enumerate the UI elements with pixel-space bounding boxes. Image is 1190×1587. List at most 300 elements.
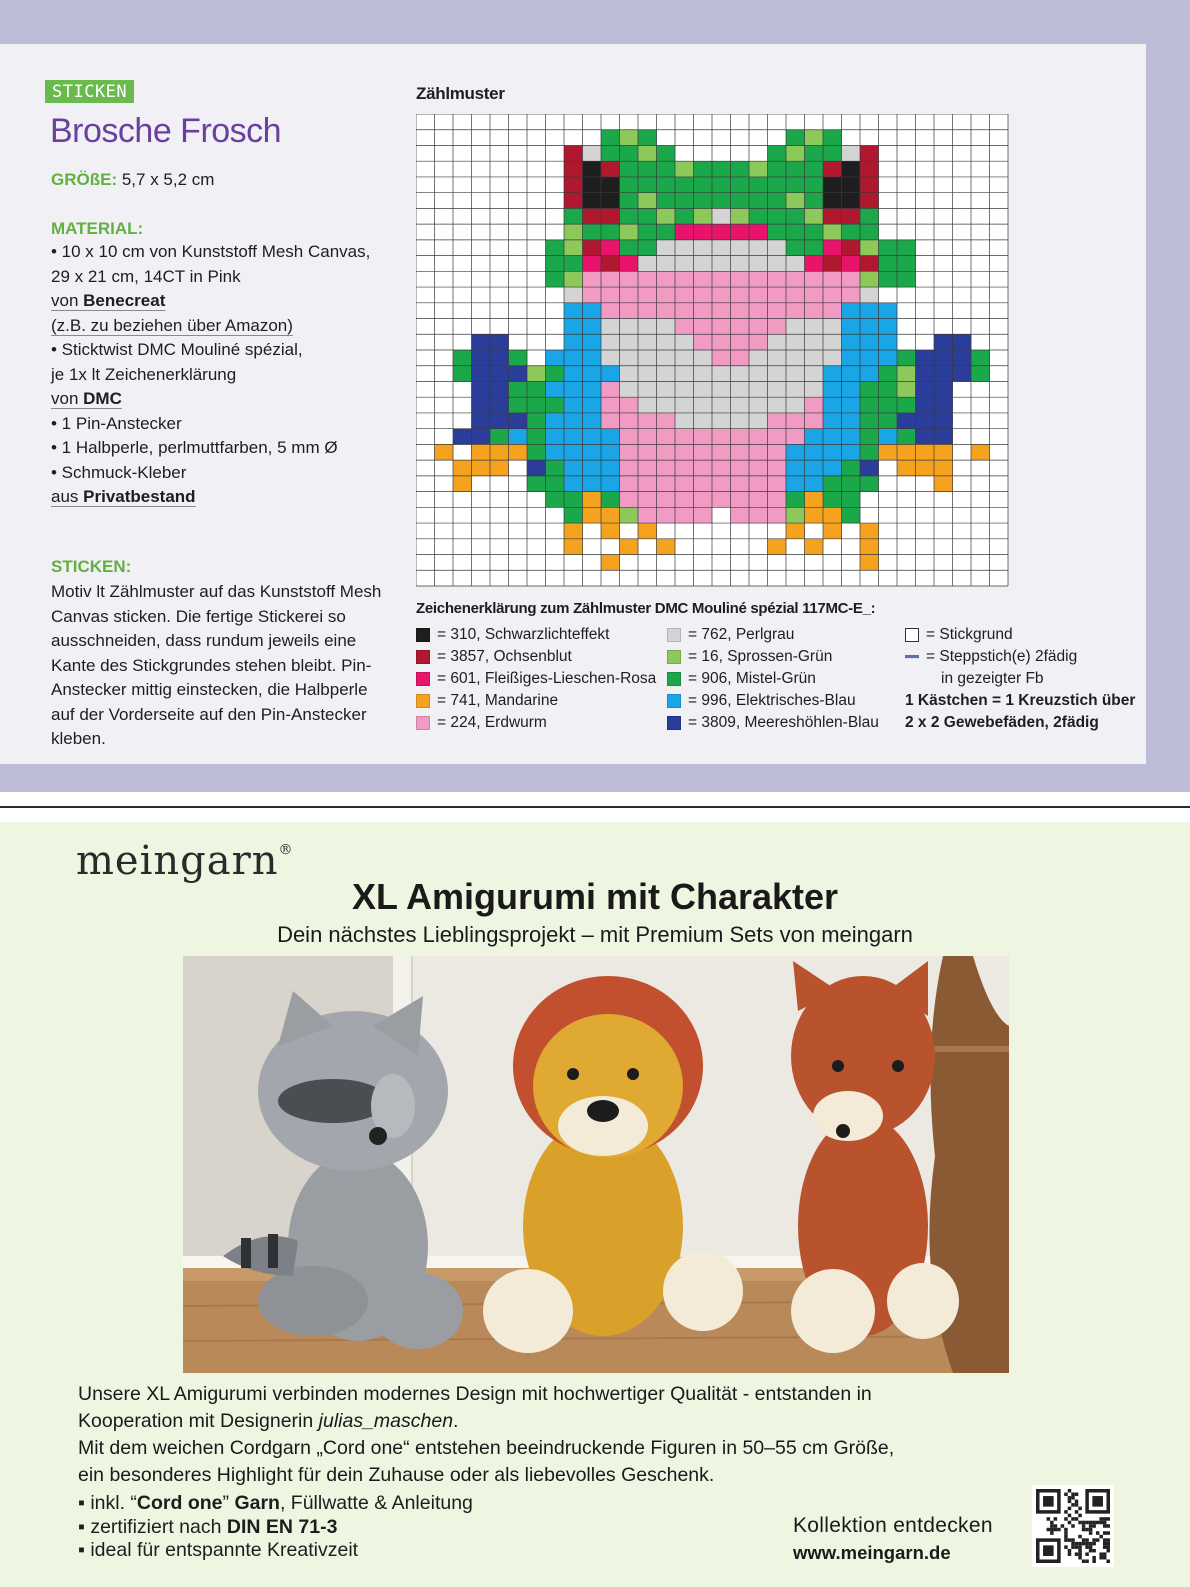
stitch-cell: [657, 350, 676, 366]
stitch-cell: [564, 507, 583, 523]
color-swatch: [667, 694, 681, 708]
stitch-cell: [842, 287, 861, 303]
stitch-cell: [786, 208, 805, 224]
stitch-cell: [657, 539, 676, 555]
stitch-cell: [768, 397, 787, 413]
stitch-cell: [879, 429, 898, 445]
stitch-cell: [601, 287, 620, 303]
stitch-cell: [768, 444, 787, 460]
stitch-cell: [786, 319, 805, 335]
stitch-cell: [731, 413, 750, 429]
stitch-cell: [805, 224, 824, 240]
stitch-cell: [675, 507, 694, 523]
material-line: • 1 Pin-Anstecker: [51, 413, 182, 433]
stitch-cell: [805, 429, 824, 445]
stitch-cell: [583, 303, 602, 319]
stitch-cell: [786, 256, 805, 272]
stitch-cell: [657, 240, 676, 256]
brand-dmc: DMC: [83, 389, 122, 408]
stitch-cell: [694, 303, 713, 319]
stitch-cell: [860, 476, 879, 492]
bullet-item: ▪ inkl. “Cord one” Garn, Füllwatte & Anleitung: [78, 1492, 473, 1514]
stitch-cell: [768, 256, 787, 272]
stitch-cell: [583, 193, 602, 209]
legend-item: = 996, Elektrisches-Blau: [667, 690, 879, 712]
stitch-cell: [583, 256, 602, 272]
stitch-cell: [823, 256, 842, 272]
stitch-cell: [675, 177, 694, 193]
stitch-cell: [805, 145, 824, 161]
stitch-cell: [786, 507, 805, 523]
stitch-cell: [860, 303, 879, 319]
stitch-cell: [509, 366, 528, 382]
stitch-cell: [879, 381, 898, 397]
stitch-cell: [934, 460, 953, 476]
stitch-cell: [601, 256, 620, 272]
color-swatch: [416, 672, 430, 686]
stitch-cell: [638, 287, 657, 303]
stitch-cell: [675, 444, 694, 460]
stitch-cell: [934, 413, 953, 429]
stitch-cell: [879, 350, 898, 366]
stitch-cell: [805, 476, 824, 492]
stitch-cell: [564, 523, 583, 539]
stitch-cell: [842, 444, 861, 460]
stitch-cell: [564, 429, 583, 445]
stitch-cell: [620, 271, 639, 287]
stitch-cell: [601, 366, 620, 382]
stitch-cell: [768, 319, 787, 335]
stitch-cell: [490, 381, 509, 397]
stitch-cell: [583, 413, 602, 429]
stitch-cell: [897, 444, 916, 460]
stitch-cell: [583, 161, 602, 177]
stitch-cell: [638, 507, 657, 523]
stitch-cell: [583, 177, 602, 193]
stitch-cell: [953, 366, 972, 382]
stitch-cell: [860, 319, 879, 335]
stitch-cell: [731, 366, 750, 382]
stitch-cell: [879, 397, 898, 413]
website-link[interactable]: www.meingarn.de: [793, 1542, 951, 1563]
material-line: von DMC: [51, 389, 122, 408]
stitch-cell: [768, 476, 787, 492]
stitch-cell: [731, 492, 750, 508]
brand-logo: meingarn®: [76, 838, 294, 884]
stitch-cell: [879, 271, 898, 287]
stitch-cell: [786, 397, 805, 413]
stitch-cell: [731, 240, 750, 256]
stitch-cell: [694, 381, 713, 397]
brand-benecreat: Benecreat: [83, 291, 166, 310]
stitch-cell: [749, 350, 768, 366]
stitch-cell: [546, 460, 565, 476]
legend-item: = 16, Sprossen-Grün: [667, 646, 879, 668]
stitch-cell: [731, 256, 750, 272]
stitch-cell: [897, 381, 916, 397]
stitch-cell: [916, 444, 935, 460]
stitch-cell: [860, 193, 879, 209]
stitch-cell: [638, 429, 657, 445]
qr-code-icon[interactable]: [1032, 1485, 1114, 1567]
stitch-cell: [472, 397, 491, 413]
cta-label: Kollektion entdecken: [793, 1514, 993, 1537]
stitch-cell: [805, 334, 824, 350]
stitch-cell: [823, 208, 842, 224]
stitch-cell: [546, 397, 565, 413]
stitch-cell: [638, 193, 657, 209]
stitch-cell: [694, 224, 713, 240]
stitch-cell: [620, 476, 639, 492]
stitch-cell: [823, 193, 842, 209]
stitch-cell: [823, 130, 842, 146]
stitch-cell: [860, 381, 879, 397]
stitch-cell: [509, 444, 528, 460]
stitch-cell: [657, 334, 676, 350]
stitch-cell: [564, 334, 583, 350]
stitch-cell: [620, 350, 639, 366]
stitch-cell: [712, 177, 731, 193]
stitch-cell: [527, 397, 546, 413]
stitch-cell: [860, 429, 879, 445]
stitch-cell: [897, 429, 916, 445]
stitch-cell: [860, 256, 879, 272]
stitch-cell: [842, 366, 861, 382]
stitch-cell: [823, 444, 842, 460]
stitch-cell: [786, 444, 805, 460]
stitch-cell: [694, 161, 713, 177]
stitch-cell: [620, 429, 639, 445]
stitch-cell: [712, 193, 731, 209]
stitch-cell: [842, 397, 861, 413]
stitch-cell: [712, 287, 731, 303]
stitch-cell: [638, 413, 657, 429]
stitch-cell: [916, 460, 935, 476]
stitch-cell: [731, 444, 750, 460]
stitch-cell: [768, 287, 787, 303]
stitch-cell: [490, 334, 509, 350]
material-list: [51, 240, 391, 510]
legend-item: = Steppstich(e) 2fädig: [905, 646, 1135, 668]
stitch-cell: [657, 413, 676, 429]
stitch-cell: [601, 444, 620, 460]
stitch-cell: [749, 476, 768, 492]
stitch-cell: [897, 413, 916, 429]
stitch-cell: [805, 397, 824, 413]
stitch-cell: [805, 303, 824, 319]
stitch-cell: [749, 303, 768, 319]
stitch-cell: [749, 319, 768, 335]
stitch-cell: [638, 130, 657, 146]
stitch-cell: [638, 366, 657, 382]
stitch-cell: [657, 256, 676, 272]
stitch-cell: [823, 413, 842, 429]
stitch-cell: [675, 350, 694, 366]
stitch-cell: [638, 256, 657, 272]
stitch-cell: [638, 492, 657, 508]
stitch-cell: [675, 287, 694, 303]
stitch-cell: [823, 240, 842, 256]
stitch-cell: [657, 271, 676, 287]
stitch-cell: [509, 413, 528, 429]
stitch-cell: [897, 460, 916, 476]
stitch-cell: [916, 381, 935, 397]
color-swatch: [667, 650, 681, 664]
stitch-cell: [490, 444, 509, 460]
stitch-cell: [694, 256, 713, 272]
stitch-cell: [842, 429, 861, 445]
legend-item: = 601, Fleißiges-Lieschen-Rosa: [416, 668, 656, 690]
stitch-cell: [583, 460, 602, 476]
stitch-cell: [620, 177, 639, 193]
stitch-cell: [786, 429, 805, 445]
stitch-cell: [472, 334, 491, 350]
stitch-cell: [805, 256, 824, 272]
stitch-cell: [805, 507, 824, 523]
stitch-cell: [749, 334, 768, 350]
color-swatch: [667, 672, 681, 686]
stitch-cell: [823, 287, 842, 303]
stitch-cell: [842, 303, 861, 319]
stitch-cell: [694, 350, 713, 366]
stitch-cell: [638, 476, 657, 492]
stitch-cell: [786, 476, 805, 492]
stitch-cell: [860, 350, 879, 366]
stitch-cell: [620, 366, 639, 382]
stitch-cell: [564, 145, 583, 161]
stitch-cell: [546, 271, 565, 287]
stitch-cell: [860, 240, 879, 256]
stitch-cell: [657, 161, 676, 177]
stitch-cell: [731, 161, 750, 177]
stitch-cell: [583, 507, 602, 523]
stitch-cell: [694, 476, 713, 492]
legend-item: = Stickgrund: [905, 624, 1135, 646]
stitch-cell: [694, 397, 713, 413]
stitch-cell: [712, 208, 731, 224]
stitch-cell: [564, 397, 583, 413]
stitch-cell: [712, 381, 731, 397]
stitch-cell: [601, 523, 620, 539]
stitch-cell: [564, 240, 583, 256]
bullet-item: ▪ zertifiziert nach DIN EN 71-3: [78, 1515, 338, 1538]
stitch-cell: [712, 271, 731, 287]
stitch-cell: [620, 319, 639, 335]
stitch-cell: [601, 224, 620, 240]
stitch-cell: [823, 381, 842, 397]
brand-privatbestand: Privatbestand: [83, 487, 196, 506]
stitch-cell: [564, 444, 583, 460]
stitch-cell: [583, 287, 602, 303]
legend-item: = 3809, Meereshöhlen-Blau: [667, 712, 879, 734]
stitch-cell: [638, 523, 657, 539]
stitch-cell: [657, 193, 676, 209]
stitch-cell: [694, 413, 713, 429]
stitch-cell: [694, 177, 713, 193]
stitch-cell: [860, 271, 879, 287]
stitch-cell: [509, 397, 528, 413]
stitch-cell: [620, 444, 639, 460]
stitch-cell: [694, 208, 713, 224]
stitch-cell: [860, 460, 879, 476]
stitch-cell: [564, 224, 583, 240]
stitch-cell: [564, 350, 583, 366]
stitch-cell: [805, 350, 824, 366]
stitch-cell: [731, 177, 750, 193]
stitch-cell: [601, 319, 620, 335]
legend-title: Zeichenerklärung zum Zählmuster DMC Mouliné spézial 117MC-E_:: [416, 600, 876, 617]
stitch-cell: [823, 397, 842, 413]
stitch-cell: [860, 523, 879, 539]
legend-item: = 3857, Ochsenblut: [416, 646, 656, 668]
stitch-cell: [749, 240, 768, 256]
stitch-cell: [620, 208, 639, 224]
stitch-cell: [749, 208, 768, 224]
stitch-cell: [786, 350, 805, 366]
stitch-cell: [749, 366, 768, 382]
stitch-cell: [731, 193, 750, 209]
stitch-cell: [805, 161, 824, 177]
stitch-cell: [786, 334, 805, 350]
stitch-cell: [564, 177, 583, 193]
stitch-cell: [786, 381, 805, 397]
stitch-cell: [620, 492, 639, 508]
stitch-cell: [601, 240, 620, 256]
sticken-label: STICKEN:: [51, 557, 132, 576]
material-line: • 1 Halbperle, perlmuttfarben, 5 mm Ø: [51, 438, 338, 457]
stitch-cell: [601, 145, 620, 161]
stitch-cell: [657, 287, 676, 303]
stitch-cell: [527, 460, 546, 476]
stitch-cell: [971, 350, 990, 366]
stitch-cell: [879, 240, 898, 256]
stitch-cell: [934, 350, 953, 366]
stitch-cell: [768, 145, 787, 161]
stitch-cell: [546, 476, 565, 492]
stitch-cell: [694, 366, 713, 382]
stitch-cell: [490, 397, 509, 413]
stitch-cell: [879, 366, 898, 382]
bullet-item: ▪ ideal für entspannte Kreativzeit: [78, 1539, 359, 1561]
article-title: Brosche Frosch: [50, 112, 282, 150]
stitch-cell: [712, 161, 731, 177]
stitch-cell: [731, 476, 750, 492]
pattern-title: Zählmuster: [416, 84, 505, 103]
stitch-cell: [694, 492, 713, 508]
stitch-cell: [453, 476, 472, 492]
stitch-cell: [823, 161, 842, 177]
stitch-cell: [601, 460, 620, 476]
stitch-cell: [527, 429, 546, 445]
stitch-cell: [620, 303, 639, 319]
stitch-cell: [731, 319, 750, 335]
stitch-cell: [805, 193, 824, 209]
stitch-cell: [768, 193, 787, 209]
stitch-cell: [601, 429, 620, 445]
stitch-cell: [601, 177, 620, 193]
stitch-cell: [823, 429, 842, 445]
stitch-cell: [657, 366, 676, 382]
stitch-cell: [842, 224, 861, 240]
stitch-cell: [768, 429, 787, 445]
stitch-cell: [583, 492, 602, 508]
stitch-cell: [675, 303, 694, 319]
stitch-cell: [490, 366, 509, 382]
stitch-cell: [823, 523, 842, 539]
legend-item: = 310, Schwarzlichteffekt: [416, 624, 656, 646]
stitch-cell: [842, 381, 861, 397]
page-divider: [0, 806, 1190, 808]
color-swatch: [416, 628, 430, 642]
stitch-cell: [842, 256, 861, 272]
stitch-cell: [731, 350, 750, 366]
stitch-cell: [583, 429, 602, 445]
stitch-cell: [620, 130, 639, 146]
stitch-cell: [453, 429, 472, 445]
stitch-cell: [712, 429, 731, 445]
stitch-cell: [583, 366, 602, 382]
stitch-cell: [620, 460, 639, 476]
stitch-cell: [657, 208, 676, 224]
stitch-cell: [546, 413, 565, 429]
stitch-cell: [472, 366, 491, 382]
stitch-cell: [601, 476, 620, 492]
stitch-cell: [842, 319, 861, 335]
stitch-cell: [638, 444, 657, 460]
stitch-cell: [805, 460, 824, 476]
color-swatch: [416, 650, 430, 664]
stitch-cell: [786, 366, 805, 382]
stitch-cell: [564, 271, 583, 287]
material-line: 29 x 21 cm, 14CT in Pink: [51, 266, 241, 286]
stitch-cell: [749, 444, 768, 460]
stitch-cell: [583, 334, 602, 350]
backstitch-swatch: [905, 650, 919, 664]
stitch-cell: [842, 413, 861, 429]
stitch-cell: [675, 224, 694, 240]
stitch-cell: [805, 539, 824, 555]
stitch-cell: [620, 161, 639, 177]
stitch-cell: [490, 413, 509, 429]
ground-swatch: [905, 628, 919, 642]
stitch-cell: [879, 303, 898, 319]
stitch-cell: [749, 507, 768, 523]
stitch-cell: [712, 256, 731, 272]
stitch-cell: [620, 381, 639, 397]
size-line: [51, 170, 214, 190]
stitch-cell: [712, 413, 731, 429]
stitch-cell: [583, 397, 602, 413]
stitch-cell: [657, 177, 676, 193]
stitch-cell: [786, 492, 805, 508]
stitch-cell: [527, 366, 546, 382]
legend-column-1: [416, 624, 656, 734]
stitch-cell: [953, 350, 972, 366]
stitch-cell: [638, 145, 657, 161]
stitch-cell: [860, 224, 879, 240]
stitch-cell: [583, 208, 602, 224]
legend-column-3: [905, 624, 1135, 734]
stitch-cell: [971, 366, 990, 382]
stitch-cell: [823, 177, 842, 193]
stitch-cell: [583, 319, 602, 335]
stitch-cell: [731, 334, 750, 350]
stitch-cell: [601, 334, 620, 350]
stitch-cell: [564, 193, 583, 209]
stitch-cell: [583, 224, 602, 240]
stitch-cell: [860, 208, 879, 224]
stitch-cell: [749, 271, 768, 287]
